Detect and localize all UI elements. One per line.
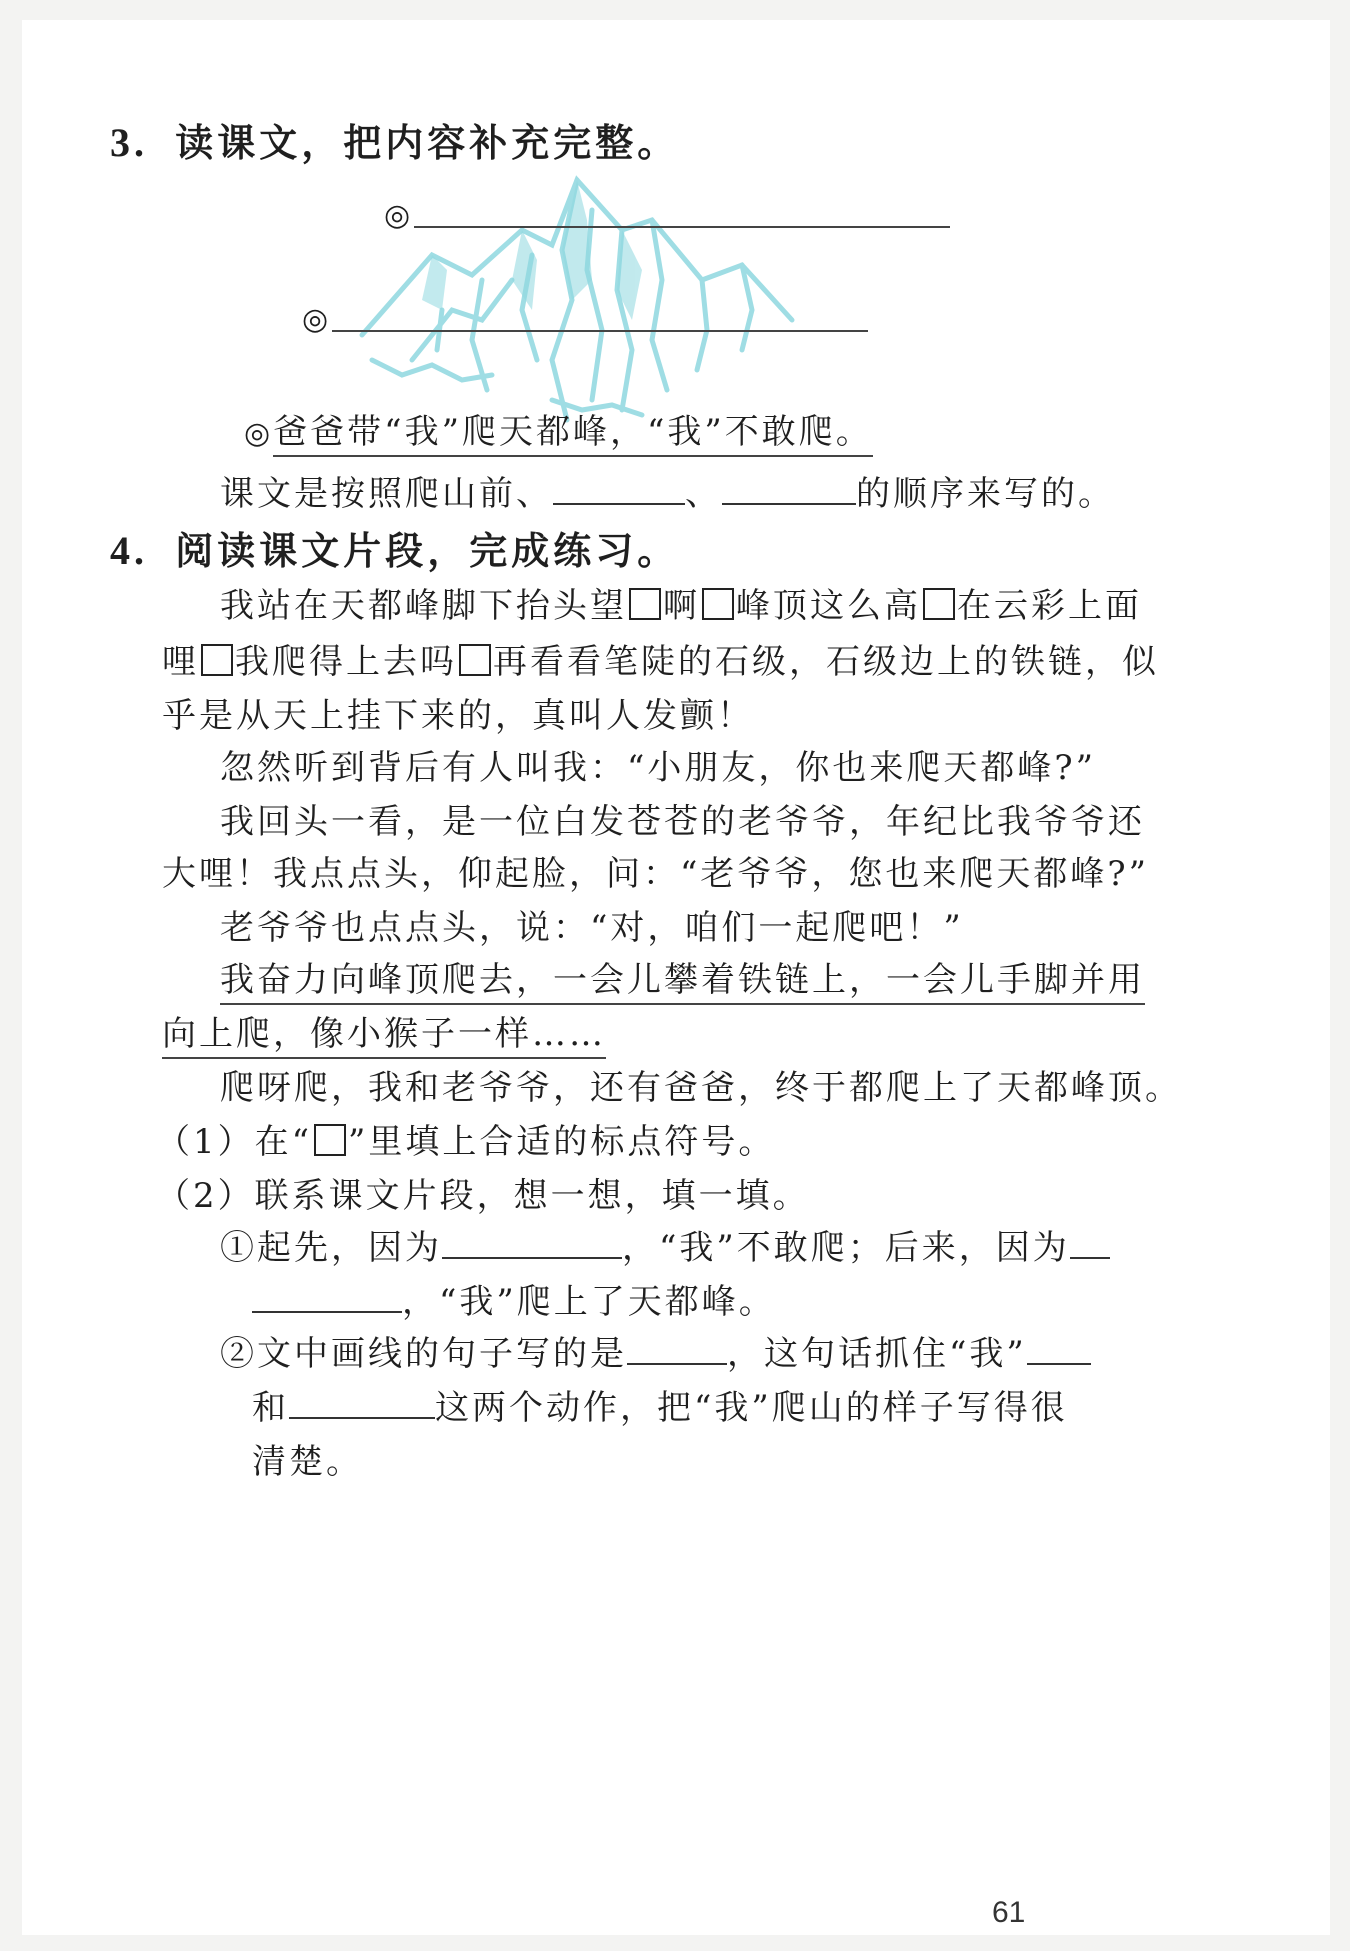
sub-question-2: （2）联系课文片段，想一想，填一填。 [156, 1176, 810, 1216]
item-1-line-1 [220, 1220, 1110, 1269]
item1-text: ，“我”爬上了天都峰。 [402, 1282, 776, 1322]
q3-order-sep: 、 [685, 474, 722, 514]
item-2-line-1 [220, 1326, 1091, 1375]
passage-line-7: 老爷爷也点点头，说：“对，咱们一起爬吧！” [220, 908, 964, 948]
q3-number: 3. [110, 120, 148, 165]
punctuation-box-1[interactable] [629, 588, 661, 620]
passage-line-9 [162, 1006, 606, 1055]
q4-number: 4. [110, 528, 148, 573]
item1-text: ①起先，因为 [220, 1228, 442, 1268]
sample-box [314, 1124, 346, 1156]
passage-text: 啊 [663, 586, 700, 626]
underlined-sentence-1: 我奋力向峰顶爬去，一会儿攀着铁链上，一会儿手脚并用 [220, 960, 1145, 1005]
q4-title: 阅读课文片段，完成练习。 [175, 528, 680, 573]
passage-line-6: 大哩！我点点头，仰起脸，问：“老爷爷，您也来爬天都峰?” [162, 854, 1149, 894]
item-2-line-3: 清楚。 [252, 1442, 363, 1482]
q3-step3 [244, 404, 873, 453]
item2-blank-1[interactable] [627, 1329, 727, 1365]
passage-line-1 [220, 578, 1142, 627]
passage-text: 再看看笔陡的石级，石级边上的铁链，似 [493, 642, 1159, 682]
punctuation-box-2[interactable] [702, 588, 734, 620]
circle-marker-2: ◎ [302, 302, 329, 337]
passage-line-2 [162, 634, 1159, 683]
q3-order-prefix: 课文是按照爬山前、 [220, 474, 553, 514]
item1-blank-2a[interactable] [1070, 1223, 1110, 1259]
punctuation-box-3[interactable] [923, 588, 955, 620]
item2-blank-3[interactable] [289, 1383, 435, 1419]
q4-heading [110, 520, 679, 575]
item-2-line-2 [252, 1380, 1068, 1429]
sub-question-1 [156, 1114, 775, 1163]
passage-text: 我爬得上去吗 [235, 642, 457, 682]
passage-text: 哩 [162, 642, 199, 682]
q3-title: 读课文，把内容补充完整。 [175, 120, 680, 165]
page-number: 61 [992, 1896, 1026, 1929]
q3-order-sentence [220, 466, 1115, 515]
order-blank-2[interactable] [722, 469, 856, 505]
q3-step3-text: 爸爸带“我”爬天都峰，“我”不敢爬。 [273, 412, 873, 457]
answer-line-1[interactable] [414, 226, 950, 228]
item2-text: 这两个动作，把“我”爬山的样子写得很 [435, 1388, 1068, 1428]
item1-text: ，“我”不敢爬；后来，因为 [622, 1228, 1070, 1268]
item2-text: ，这句话抓住“我” [727, 1334, 1027, 1374]
q3-heading [110, 112, 679, 167]
item2-text: ②文中画线的句子写的是 [220, 1334, 627, 1374]
passage-line-8 [220, 952, 1145, 1001]
underlined-sentence-2: 向上爬，像小猴子一样…… [162, 1014, 606, 1059]
item1-blank-1[interactable] [442, 1223, 622, 1259]
punctuation-box-5[interactable] [459, 644, 491, 676]
circle-marker-3: ◎ [244, 416, 274, 451]
sub1-text: （1）在“ [156, 1122, 313, 1162]
passage-text: 在云彩上面 [957, 586, 1142, 626]
q3-order-suffix: 的顺序来写的。 [856, 474, 1115, 514]
passage-text: 峰顶这么高 [736, 586, 921, 626]
item-1-line-2 [252, 1274, 776, 1323]
item1-blank-2b[interactable] [252, 1277, 402, 1313]
item2-text: 和 [252, 1388, 289, 1428]
sub1-text: ”里填上合适的标点符号。 [348, 1122, 776, 1162]
passage-line-4: 忽然听到背后有人叫我：“小朋友，你也来爬天都峰?” [220, 748, 1096, 788]
passage-line-5: 我回头一看，是一位白发苍苍的老爷爷，年纪比我爷爷还 [220, 802, 1145, 842]
passage-line-10: 爬呀爬，我和老爷爷，还有爸爸，终于都爬上了天都峰顶。 [220, 1068, 1182, 1108]
item2-blank-2[interactable] [1027, 1329, 1091, 1365]
order-blank-1[interactable] [553, 469, 685, 505]
circle-marker-1: ◎ [384, 198, 411, 233]
answer-line-2[interactable] [332, 330, 868, 332]
punctuation-box-4[interactable] [201, 644, 233, 676]
workbook-page [22, 20, 1330, 1935]
passage-text: 我站在天都峰脚下抬头望 [220, 586, 627, 626]
passage-line-3: 乎是从天上挂下来的，真叫人发颤！ [162, 696, 754, 736]
